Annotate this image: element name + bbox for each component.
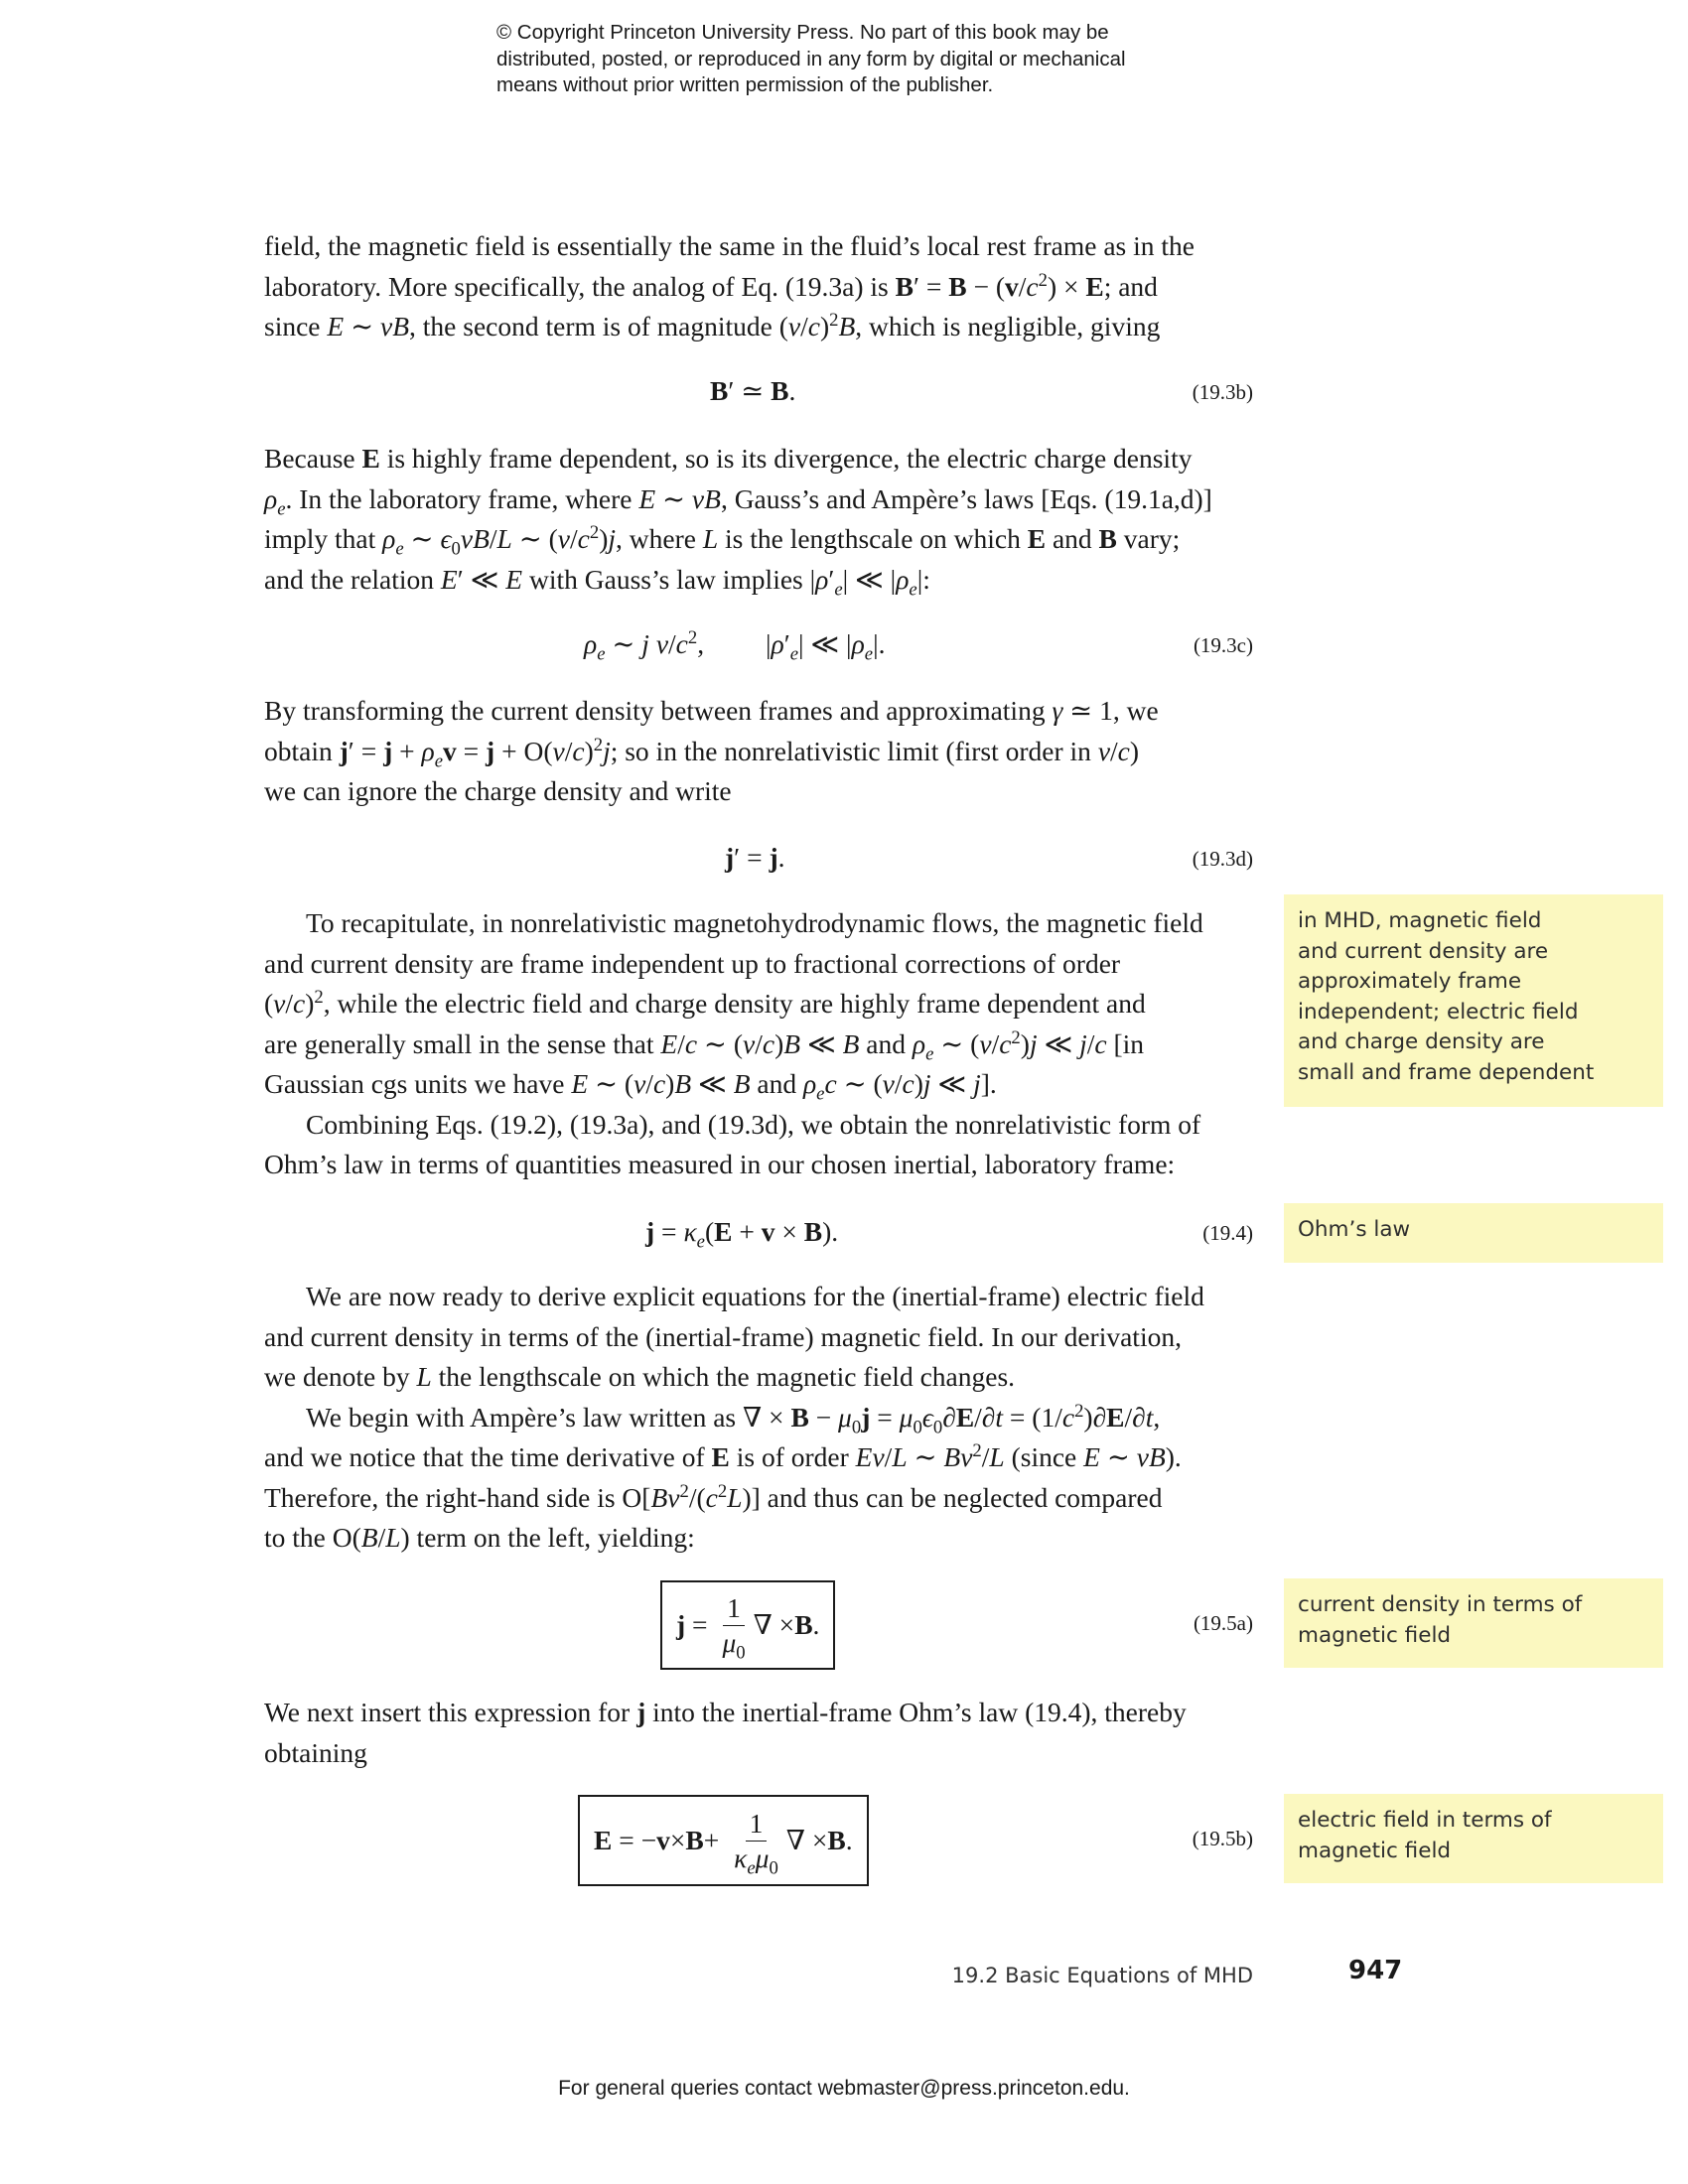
equation-number: (19.3c) xyxy=(1193,633,1253,657)
margin-note-line: independent; electric field xyxy=(1298,999,1579,1024)
paragraph-charge-density: Because E is highly frame dependent, so is its divergence, the electric charge density $\rho_e$. In the laboratory frame, where E ∼ vB, Gauss’s and Ampère’s laws [Eqs. (19.1a,d)] imply that $\rho_e$ ∼ $\epsilon_0vB/L$ ∼ $(v/c^2)j$, where L is the lengthscale on which E and B vary; and the relation E′ ≪ E with Gauss’s law implies $|\rho'_e|$ ≪ $|\rho_e|$: xyxy=(264,443,1212,600)
copyright-notice xyxy=(496,20,1251,99)
equation-19-5a: j = $\frac{1}{\mu_0}$ ∇ × B . xyxy=(660,1580,835,1670)
margin-note-line: electric field in terms of xyxy=(1298,1808,1552,1833)
equation-19-3d: j′ = j. xyxy=(725,842,785,873)
margin-note-ohms-law xyxy=(1284,1203,1663,1263)
margin-note-line: and charge density are xyxy=(1298,1029,1545,1054)
margin-note-electric-field xyxy=(1284,1794,1663,1883)
copyright-line: means without prior written permission of the publisher. xyxy=(496,73,994,96)
equation-19-4: $j = \kappa_e(E + v \times B)$. xyxy=(645,1216,839,1253)
contact-line: For general queries contact webmaster@press.princeton.edu. xyxy=(558,2077,1130,2100)
equation-19-3b: B′ ≃ B. xyxy=(710,375,796,406)
margin-note-line: approximately frame xyxy=(1298,969,1522,994)
equation-19-3c: $\rho_e$ ∼ j $v/c^2$, $|\rho'_e|$ ≪ $|\rho_e|$. xyxy=(584,626,886,665)
equation-number: (19.5b) xyxy=(1192,1827,1253,1850)
paragraph-current-density-transform: By transforming the current density between frames and approximating γ ≃ 1, we obtain $j' = j + \rho_ev = j + O(v/c)^2j$; so in the nonrelativistic limit (first order in v/c) we can ignore the charge density and write xyxy=(264,695,1159,806)
copyright-line: © Copyright Princeton University Press. No part of this book may be xyxy=(496,21,1109,44)
equation-number: (19.5a) xyxy=(1193,1611,1253,1635)
running-footer-section: 19.2 Basic Equations of MHD xyxy=(951,1964,1253,1987)
equation-number: (19.3b) xyxy=(1192,380,1253,404)
equation-number: (19.4) xyxy=(1202,1221,1253,1245)
margin-note-line: small and frame dependent xyxy=(1298,1059,1595,1085)
margin-note-line: in MHD, magnetic field xyxy=(1298,908,1542,933)
paragraph-magnetic-field-frame: field, the magnetic field is essentially the same in the fluid’s local rest frame as in the laboratory. More specifically, the analog of Eq. (19.3a) is $B' = B - (v/c^2) \times E$; and since E ∼ vB, the second term is of magnitude $(v/c)^2B$, which is negligible, giving xyxy=(264,230,1196,341)
paragraph-insert: We next insert this expression for j into the inertial-frame Ohm’s law (19.4), thereby obtaining xyxy=(264,1697,1187,1768)
margin-note-line: magnetic field xyxy=(1298,1622,1452,1648)
copyright-line: distributed, posted, or reproduced in any form by digital or mechanical xyxy=(496,47,1126,70)
paragraph-recapitulate: To recapitulate, in nonrelativistic magnetohydrodynamic flows, the magnetic field and current density are frame independent up to fractional corrections of order $(v/c)^2$, while the electric field and charge density are highly frame dependent and are generally small in the sense that E/c ∼ (v/c)B ≪ B and $\rho_e$ ∼ $(v/c^2)j$ ≪ j/c [in Gaussian cgs units we have E ∼ (v/c)B ≪ B and $\rho_ec$ ∼ (v/c)j ≪ j]. Combining Eqs. (19.2), (19.3a), and (19.3d), we obtain the nonrelativistic form of Ohm’s law in terms of quantities measured in our chosen inertial, laboratory frame: xyxy=(264,907,1203,1179)
margin-note-line: magnetic field xyxy=(1298,1838,1452,1863)
paragraph-derive: We are now ready to derive explicit equations for the (inertial-frame) electric field and current density in terms of the (inertial-frame) magnetic field. In our derivation, we denote by L the lengthscale on which the magnetic field changes. We begin with Ampère’s law written as ∇ × $B - \mu_0j = \mu_0\epsilon_0\partial E/\partial t = (1/c^2)\partial E/\partial t$, and we notice that the time derivative of E is of order Ev/L ∼ Bv$^2$/L (since E ∼ vB). Therefore, the right-hand side is $O[Bv^2/(c^2L)]$ and thus can be neglected compared to the O(B/L) term on the left, yielding: xyxy=(264,1281,1204,1553)
margin-note-current-density xyxy=(1284,1578,1663,1668)
margin-note-line: current density in terms of xyxy=(1298,1592,1583,1617)
page-number: 947 xyxy=(1348,1956,1403,1985)
margin-note-frame-independence xyxy=(1284,894,1663,1107)
equation-19-5b: E = − v × B + $\frac{1}{\kappa_e\mu_0}$ ∇ × B . xyxy=(578,1795,869,1886)
margin-note-line: Ohm’s law xyxy=(1298,1217,1411,1242)
equation-number: (19.3d) xyxy=(1192,847,1253,871)
margin-note-line: and current density are xyxy=(1298,938,1549,964)
